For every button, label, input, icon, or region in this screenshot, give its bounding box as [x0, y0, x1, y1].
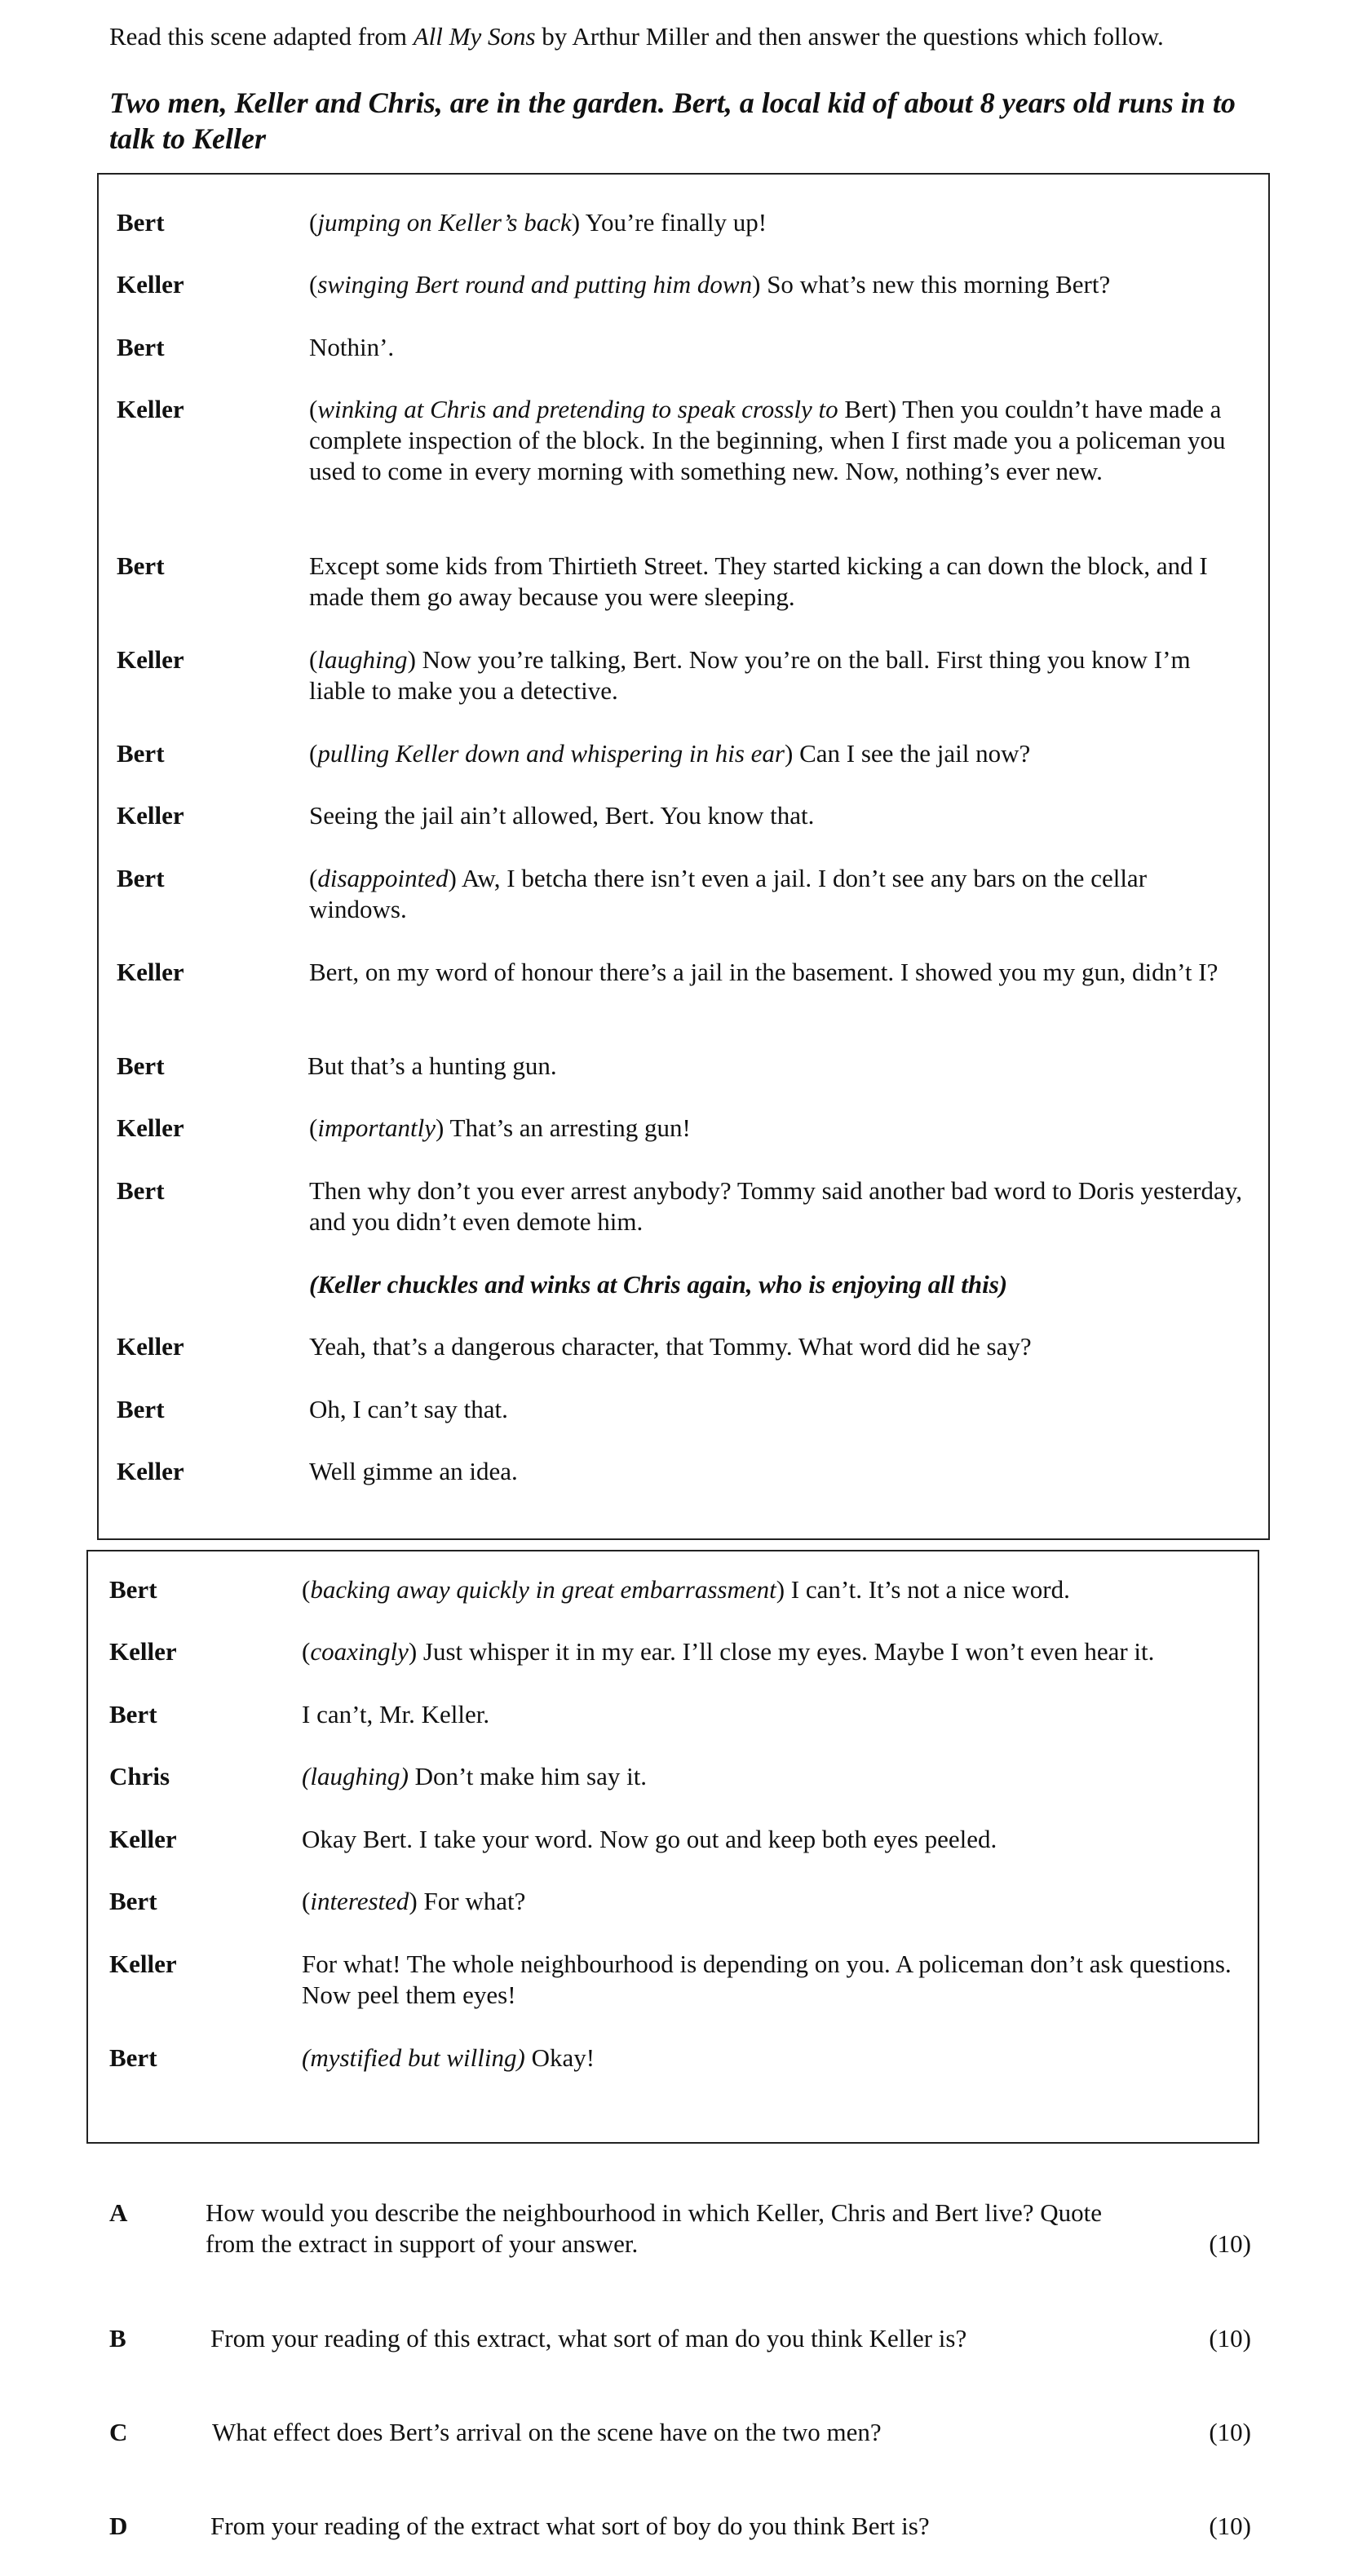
question-letter: A	[109, 2198, 128, 2227]
question-text: How would you describe the neighbourhood in which Keller, Chris and Bert live? Quote from the extract in support of your answer.	[206, 2198, 1103, 2258]
speaker-name: Keller	[117, 395, 184, 423]
speech: For what! The whole neighbourhood is depending on you. A policeman don’t ask questions. Now peel them eyes!	[302, 1950, 1232, 2009]
speaker-name: Bert	[109, 2043, 157, 2072]
speech: Oh, I can’t say that.	[309, 1395, 508, 1423]
stage-direction: laughing	[310, 1762, 400, 1790]
speech: I can’t. It’s not a nice word.	[785, 1575, 1070, 1604]
speech: Don’t make him say it.	[408, 1762, 648, 1790]
speech: Can I see the jail now?	[793, 739, 1031, 768]
speaker-name: Bert	[117, 208, 165, 237]
line-text: (importantly) That’s an arresting gun!	[309, 1113, 691, 1142]
intro-prefix: Read this scene adapted from	[109, 22, 414, 51]
speaker-name: Bert	[109, 1700, 157, 1728]
speaker-name: Keller	[109, 1950, 177, 1978]
question-text: What effect does Bert’s arrival on the scene have on the two men?	[212, 2418, 882, 2446]
speech: Okay Bert. I take your word. Now go out and keep both eyes peeled.	[302, 1825, 997, 1853]
intro-suffix: by Arthur Miller and then answer the questions which follow.	[535, 22, 1164, 51]
stage-direction: jumping on Keller’s back	[317, 208, 572, 237]
speech: So what’s new this morning Bert?	[760, 270, 1111, 299]
speech: Seeing the jail ain’t allowed, Bert. You know that.	[309, 801, 815, 830]
stage-direction: importantly	[317, 1113, 436, 1142]
scene-heading: Two men, Keller and Chris, are in the garden. Bert, a local kid of about 8 years old runs in to talk to Keller	[109, 86, 1236, 155]
speaker-name: Bert	[117, 1051, 165, 1080]
speech: For what?	[417, 1887, 526, 1915]
stage-direction: interested	[310, 1887, 409, 1915]
line-text: (winking at Chris and pretending to speak crossly to Bert) Then you couldn’t have made a complete inspection of the block. In the beginning, when I first made you a policeman you used to come in every morning with something new. Now, nothing’s ever new.	[309, 395, 1226, 485]
speech: Except some kids from Thirtieth Street. They started kicking a can down the block, and I made them go away because you were sleeping.	[309, 551, 1208, 611]
speaker-name: Bert	[117, 1395, 165, 1423]
intro-text	[109, 21, 1251, 52]
line-text: (pulling Keller down and whispering in his ear) Can I see the jail now?	[309, 739, 1031, 768]
speech: Nothin’.	[309, 333, 395, 361]
line-text: (coaxingly) Just whisper it in my ear. I’ll close my eyes. Maybe I won’t even hear it.	[302, 1637, 1155, 1666]
speaker-name: Bert	[117, 864, 165, 892]
line-text: (laughing) Now you’re talking, Bert. Now you’re on the ball. First thing you know I’m liable to make you a detective.	[309, 645, 1191, 705]
stage-direction: mystified but willing	[310, 2043, 517, 2072]
dialogue-box-1	[97, 173, 1270, 1540]
speaker-name: Keller	[109, 1637, 177, 1666]
question-letter: C	[109, 2418, 128, 2446]
question-c	[109, 2417, 1251, 2482]
question-letter: B	[109, 2324, 126, 2352]
play-title: All My Sons	[413, 22, 536, 51]
question-marks: (10)	[1209, 2324, 1251, 2352]
speaker-name: Keller	[117, 801, 184, 830]
stage-direction-wrap: (mystified but willing)	[302, 2043, 525, 2072]
stage-direction: disappointed	[317, 864, 449, 892]
speaker-name: Keller	[117, 1332, 184, 1361]
line-text: (disappointed) Aw, I betcha there isn’t even a jail. I don’t see any bars on the cellar windows.	[309, 864, 1148, 923]
line-text: (jumping on Keller’s back) You’re finally up!	[309, 208, 767, 237]
stage-direction: coaxingly	[310, 1637, 409, 1666]
question-marks: (10)	[1209, 2418, 1251, 2446]
speaker-name: Chris	[109, 1762, 170, 1790]
question-text: From your reading of this extract, what sort of man do you think Keller is?	[210, 2324, 967, 2352]
speech: Okay!	[524, 2043, 595, 2072]
stage-direction: winking at Chris and pretending to speak crossly to	[317, 395, 838, 423]
speaker-name: Keller	[117, 1457, 184, 1485]
speaker-name: Keller	[117, 958, 184, 986]
speech: Yeah, that’s a dangerous character, that Tommy. What word did he say?	[309, 1332, 1032, 1361]
speaker-name: Keller	[109, 1825, 177, 1853]
speaker-name: Bert	[117, 739, 165, 768]
speech: That’s an arresting gun!	[444, 1113, 691, 1142]
speech: Now you’re talking, Bert. Now you’re on the ball. First thing you know I’m liable to make you a detective.	[309, 645, 1191, 705]
line-text	[302, 2043, 1240, 2074]
speaker-name: Bert	[117, 333, 165, 361]
speech: But that’s a hunting gun.	[307, 1051, 557, 1080]
speech: Then why don’t you ever arrest anybody? Tommy said another bad word to Doris yesterday, and you didn’t even demote him.	[309, 1176, 1242, 1236]
speech: Aw, I betcha there isn’t even a jail. I don’t see any bars on the cellar windows.	[309, 864, 1148, 923]
speech: You’re finally up!	[580, 208, 767, 237]
question-d	[109, 2511, 1251, 2576]
line-text: (interested) For what?	[302, 1887, 526, 1915]
speaker-name: Bert	[109, 1575, 157, 1604]
question-b	[109, 2323, 1251, 2388]
question-a	[109, 2198, 1251, 2263]
stage-direction: swinging Bert round and putting him down	[317, 270, 753, 299]
speech: Bert) Then you couldn’t have made a complete inspection of the block. In the beginning, when I first made you a policeman you used to come in every morning with something new. Now, nothing’s ever new.	[309, 395, 1226, 485]
speaker-name: Bert	[117, 1176, 165, 1205]
speaker-name: Keller	[117, 270, 184, 299]
question-marks: (10)	[1209, 2229, 1251, 2258]
question-marks: (10)	[1209, 2512, 1251, 2540]
speech: Well gimme an idea.	[309, 1457, 518, 1485]
speaker-name: Bert	[117, 551, 165, 580]
question-letter: D	[109, 2512, 128, 2540]
speech: Bert, on my word of honour there’s a jail in the basement. I showed you my gun, didn’t I?	[309, 958, 1219, 986]
line-text: (swinging Bert round and putting him down) So what’s new this morning Bert?	[309, 270, 1111, 299]
line-text	[302, 1761, 1240, 1792]
stage-direction-wrap: (laughing)	[302, 1762, 409, 1790]
stage-direction: laughing	[317, 645, 408, 674]
stage-direction: pulling Keller down and whispering in his ear	[317, 739, 785, 768]
speech: I can’t, Mr. Keller.	[302, 1700, 490, 1728]
speaker-name: Bert	[109, 1887, 157, 1915]
stage-direction: (Keller chuckles and winks at Chris again, who is enjoying all this)	[309, 1270, 1008, 1299]
stage-direction: backing away quickly in great embarrassment	[310, 1575, 776, 1604]
speaker-name: Keller	[117, 645, 184, 674]
speech: Just whisper it in my ear. I’ll close my eyes. Maybe I won’t even hear it.	[417, 1637, 1155, 1666]
dialogue-box-2	[86, 1550, 1259, 2144]
line-text: (backing away quickly in great embarrassment) I can’t. It’s not a nice word.	[302, 1575, 1070, 1604]
question-text: From your reading of the extract what sort of boy do you think Bert is?	[210, 2512, 930, 2540]
speaker-name: Keller	[117, 1113, 184, 1142]
